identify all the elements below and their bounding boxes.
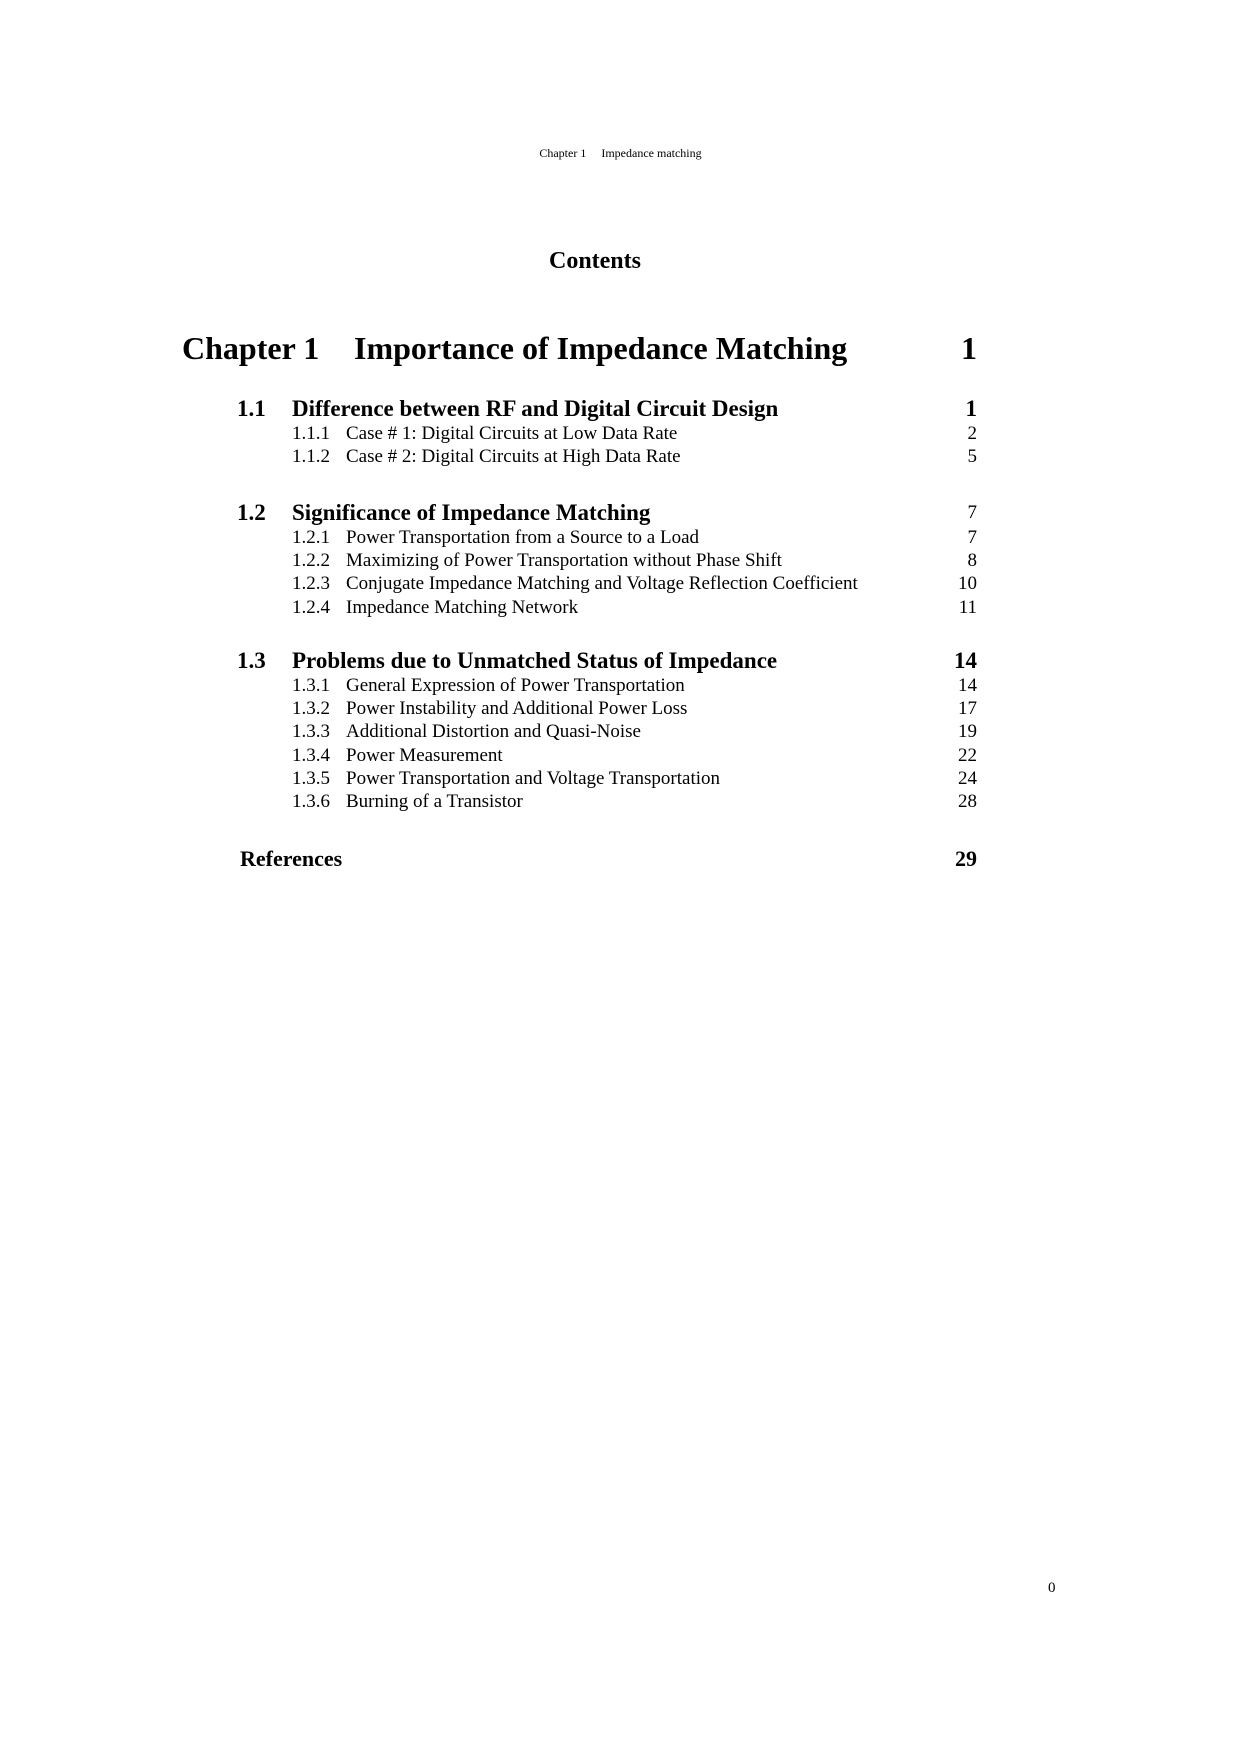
subsection-page: 8 [967, 550, 977, 572]
section-page: 14 [954, 648, 977, 673]
subsection-page: 24 [958, 767, 977, 789]
subsection-number: 1.1.2 [292, 446, 330, 468]
subsection-title: General Expression of Power Transportation [346, 675, 685, 696]
toc-subsection-entry[interactable] [237, 674, 977, 697]
toc-subsection-entry[interactable] [237, 526, 977, 549]
toc-references-entry[interactable] [240, 846, 977, 872]
subsection-number: 1.2.3 [292, 573, 330, 595]
subsection-title: Case # 1: Digital Circuits at Low Data Rate [346, 423, 678, 444]
section-number: 1.3 [237, 648, 266, 673]
toc-section-entry[interactable] [237, 396, 977, 422]
subsection-title: Conjugate Impedance Matching and Voltage Reflection Coefficient [346, 573, 858, 595]
subsection-title: Burning of a Transistor [346, 790, 523, 812]
references-title: References [240, 846, 343, 871]
page-number: 0 [1048, 1580, 1056, 1596]
subsection-number: 1.3.1 [292, 675, 330, 696]
toc-subsection-entry[interactable] [237, 572, 977, 595]
section-page: 1 [965, 396, 977, 421]
toc-section-1-3 [237, 648, 977, 813]
section-title: Difference between RF and Digital Circuit Design [292, 396, 779, 421]
toc-subsection-entry[interactable] [237, 790, 977, 813]
section-number: 1.2 [237, 500, 266, 525]
section-number: 1.1 [237, 396, 266, 421]
references-page: 29 [955, 846, 977, 871]
subsection-number: 1.3.2 [292, 698, 330, 720]
toc-subsection-entry[interactable] [237, 697, 977, 720]
chapter-page: 1 [961, 330, 977, 366]
subsection-number: 1.3.3 [292, 721, 330, 743]
subsection-page: 10 [958, 573, 977, 595]
toc-section-1-2 [237, 500, 977, 619]
subsection-page: 17 [958, 698, 977, 720]
subsection-page: 22 [958, 744, 977, 766]
subsection-title: Impedance Matching Network [346, 596, 579, 618]
subsection-title: Power Instability and Additional Power Loss [346, 698, 688, 720]
subsection-number: 1.3.4 [292, 744, 330, 766]
subsection-number: 1.1.1 [292, 423, 330, 444]
toc-section-entry[interactable] [237, 500, 977, 526]
subsection-page: 19 [958, 721, 977, 743]
subsection-number: 1.2.2 [292, 550, 330, 572]
toc-subsection-entry[interactable] [237, 744, 977, 767]
toc-subsection-entry[interactable] [237, 596, 977, 619]
subsection-page: 14 [958, 675, 977, 696]
subsection-title: Power Measurement [346, 744, 503, 766]
subsection-title: Maximizing of Power Transportation without Phase Shift [346, 550, 782, 572]
subsection-page: 7 [967, 527, 977, 548]
subsection-page: 5 [967, 446, 977, 468]
subsection-title: Case # 2: Digital Circuits at High Data Rate [346, 446, 681, 468]
subsection-title: Additional Distortion and Quasi-Noise [346, 721, 641, 743]
toc-subsection-entry[interactable] [237, 445, 977, 468]
chapter-title: Importance of Impedance Matching [354, 330, 848, 366]
running-header-title: Impedance matching [601, 146, 702, 160]
toc-subsection-entry[interactable] [237, 549, 977, 572]
section-title: Significance of Impedance Matching [292, 500, 651, 525]
section-page: 7 [967, 502, 977, 523]
running-header [0, 146, 1241, 161]
subsection-page: 11 [958, 596, 977, 618]
toc-subsection-entry[interactable] [237, 720, 977, 743]
subsection-page: 2 [967, 423, 977, 444]
subsection-number: 1.3.5 [292, 767, 330, 789]
toc-section-entry[interactable] [237, 648, 977, 674]
running-header-chapter: Chapter 1 [539, 146, 587, 160]
subsection-page: 28 [958, 790, 977, 812]
subsection-number: 1.3.6 [292, 790, 330, 812]
chapter-number: Chapter 1 [182, 330, 320, 366]
section-title: Problems due to Unmatched Status of Impedance [292, 648, 778, 673]
subsection-title: Power Transportation from a Source to a Load [346, 527, 700, 548]
toc-subsection-entry[interactable] [237, 422, 977, 445]
toc-section-1-1 [237, 396, 977, 468]
toc-subsection-entry[interactable] [237, 767, 977, 790]
subsection-number: 1.2.1 [292, 527, 330, 548]
contents-heading: Contents [548, 248, 641, 274]
subsection-number: 1.2.4 [292, 596, 330, 618]
subsection-title: Power Transportation and Voltage Transportation [346, 767, 721, 789]
toc-chapter-entry[interactable] [182, 330, 977, 367]
